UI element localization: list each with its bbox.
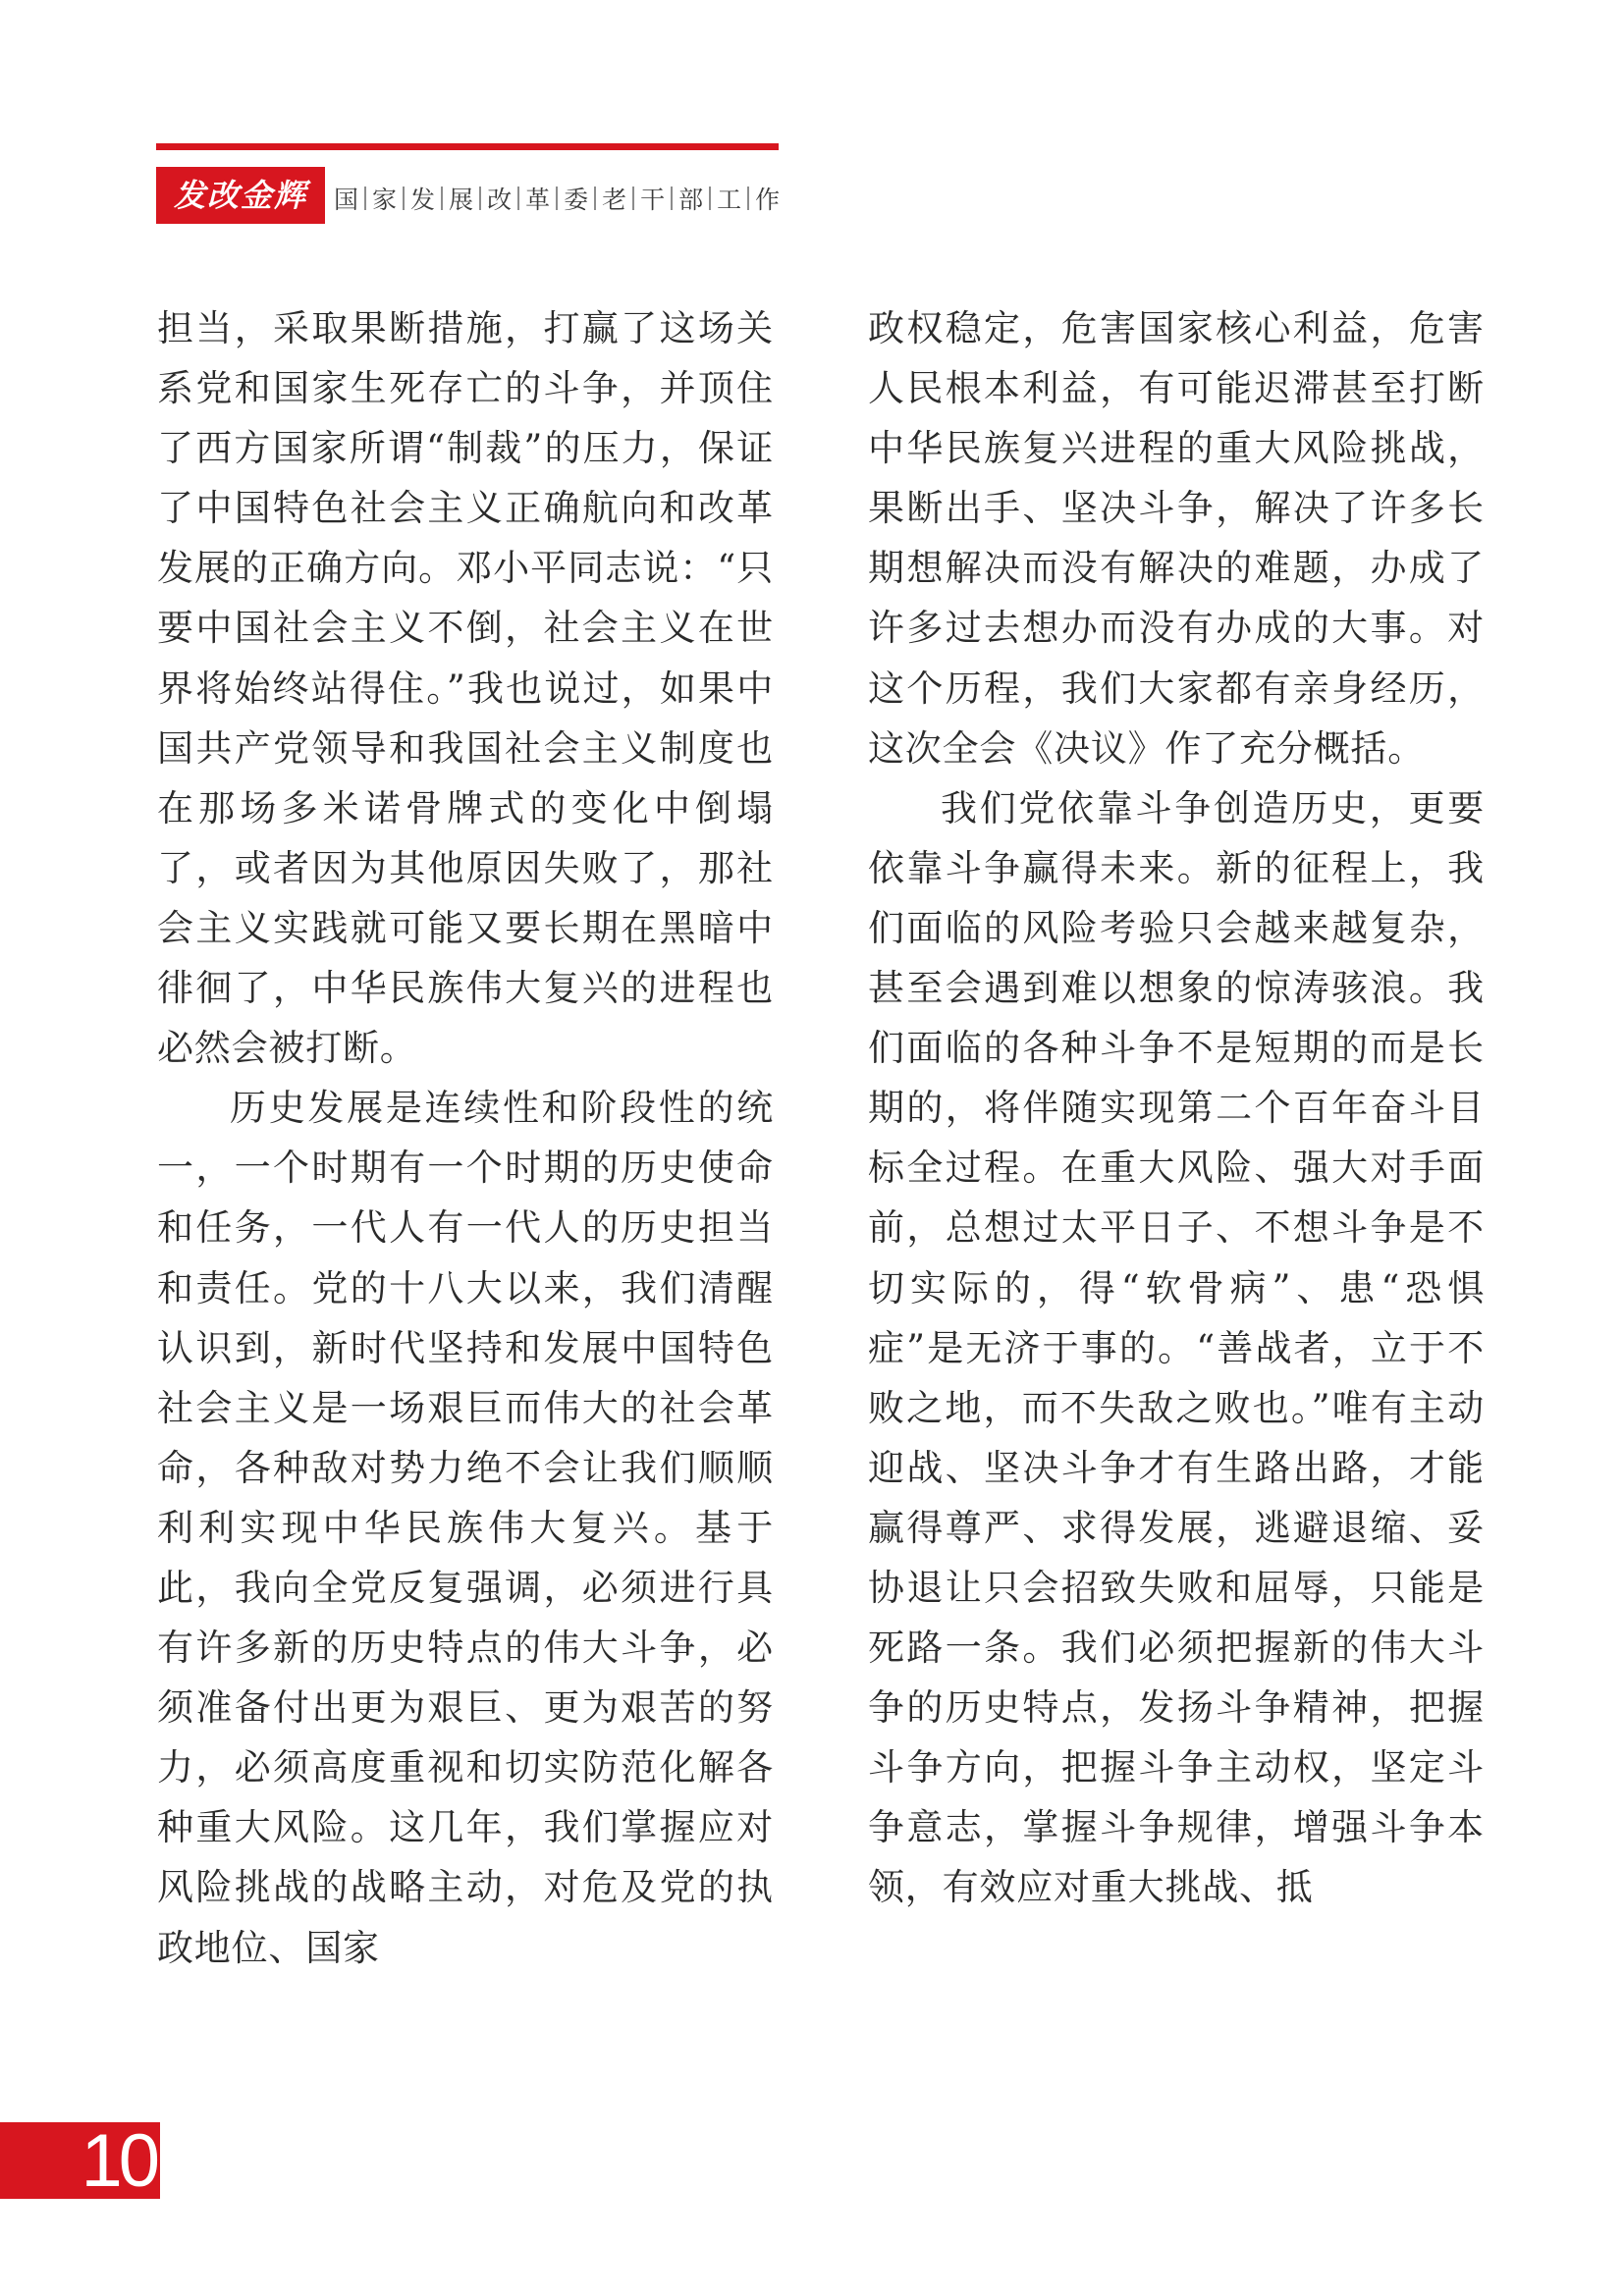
subtitle-char: 部 xyxy=(678,186,704,214)
subtitle-char: 革 xyxy=(525,186,551,214)
subtitle-char: 家 xyxy=(372,186,398,214)
subtitle-char: 委 xyxy=(564,186,589,214)
masthead-logo: 发改金辉 xyxy=(156,167,325,224)
subtitle-char: 干 xyxy=(640,186,666,214)
subtitle-separator xyxy=(747,187,749,210)
subtitle-separator xyxy=(517,187,519,210)
subtitle-separator xyxy=(709,187,711,210)
page-number: 10 xyxy=(0,2122,160,2199)
subtitle-separator xyxy=(441,187,443,210)
left-column xyxy=(157,298,774,1978)
subtitle-char: 作 xyxy=(755,186,781,214)
subtitle-separator xyxy=(403,187,405,210)
subtitle-char: 展 xyxy=(449,186,474,214)
subtitle-char: 工 xyxy=(717,186,742,214)
header-rule xyxy=(156,143,779,150)
subtitle-char: 国 xyxy=(334,186,359,214)
subtitle-char: 改 xyxy=(487,186,513,214)
subtitle-separator xyxy=(364,187,366,210)
subtitle-separator xyxy=(556,187,558,210)
subtitle-separator xyxy=(594,187,596,210)
subtitle-char: 发 xyxy=(410,186,436,214)
body-paragraph: 政权稳定，危害国家核心利益，危害人民根本利益，有可能迟滞甚至打断中华民族复兴进程的重大风险挑战，果断出手、坚决斗争，解决了许多长期想解决而没有解决的难题，办成了许多过去想办而没有办成的大事。对这个历程，我们大家都有亲身经历，这次全会《决议》作了充分概括。 xyxy=(868,307,1485,770)
body-paragraph: 担当，采取果断措施，打赢了这场关系党和国家生死存亡的斗争，并顶住了西方国家所谓“制裁”的压力，保证了中国特色社会主义正确航向和改革发展的正确方向。邓小平同志说：“只要中国社会主义不倒，社会主义在世界将始终站得住。”我也说过，如果中国共产党领导和我国社会主义制度也在那场多米诺骨牌式的变化中倒塌了，或者因为其他原因失败了，那社会主义实践就可能又要长期在黑暗中徘徊了，中华民族伟大复兴的进程也必然会被打断。 xyxy=(157,307,774,1070)
subtitle-separator xyxy=(671,187,673,210)
subtitle-char: 老 xyxy=(602,186,627,214)
right-column xyxy=(868,298,1485,1918)
body-paragraph: 我们党依靠斗争创造历史，更要依靠斗争赢得未来。新的征程上，我们面临的风险考验只会越来越复杂，甚至会遇到难以想象的惊涛骇浪。我们面临的各种斗争不是短期的而是长期的，将伴随实现第二个百年奋斗目标全过程。在重大风险、强大对手面前，总想过太平日子、不想斗争是不切实际的，得“软骨病”、患“恐惧症”是无济于事的。“善战者，立于不败之地，而不失敌之败也。”唯有主动迎战、坚决斗争才有生路出路，才能赢得尊严、求得发展，逃避退缩、妥协退让只会招致失败和屈辱，只能是死路一条。我们必须把握新的伟大斗争的历史特点，发扬斗争精神，把握斗争方向，把握斗争主动权，坚定斗争意志，掌握斗争规律，增强斗争本领，有效应对重大挑战、抵 xyxy=(868,786,1485,1909)
body-paragraph: 历史发展是连续性和阶段性的统一，一个时期有一个时期的历史使命和任务，一代人有一代人的历史担当和责任。党的十八大以来，我们清醒认识到，新时代坚持和发展中国特色社会主义是一场艰巨而伟大的社会革命，各种敌对势力绝不会让我们顺顺利利实现中华民族伟大复兴。基于此，我向全党反复强调，必须进行具有许多新的历史特点的伟大斗争，必须准备付出更为艰巨、更为艰苦的努力，必须高度重视和切实防范化解各种重大风险。这几年，我们掌握应对风险挑战的战略主动，对危及党的执政地位、国家 xyxy=(157,1087,774,1969)
subtitle-separator xyxy=(479,187,481,210)
subtitle-separator xyxy=(632,187,634,210)
masthead-subtitle xyxy=(334,179,780,218)
